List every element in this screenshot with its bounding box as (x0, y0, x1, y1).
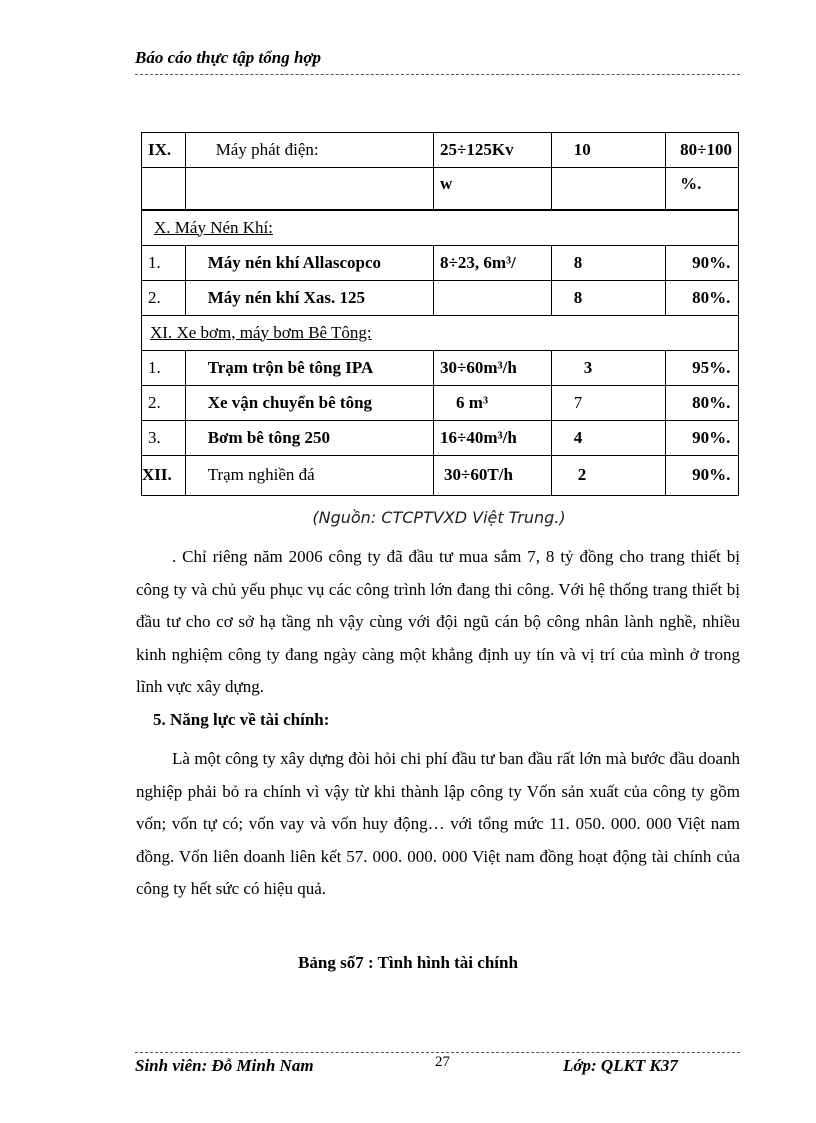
table-cell: 1. (142, 245, 186, 280)
paragraph-investment: . Chỉ riêng năm 2006 công ty đã đầu tư mua sắm 7, 8 tỷ đồng cho trang thiết bị công ty và chủ yếu phục vụ các công trình lớn đang thi công. Với hệ thống trang thiết bị đầu tư cho cơ sở hạ tầng nh vậy cùng với đội ngũ cán bộ công nhân lành nghề, nhiều kinh nghiệm công ty đang ngày càng một khẳng định uy tín và vị trí của mình ở trong lĩnh vực xây dựng. (136, 547, 740, 696)
section-title-xi (142, 315, 739, 350)
table-row (142, 133, 739, 168)
table-row (142, 245, 739, 280)
table-cell: 90%. (666, 455, 739, 495)
table-cell: 10 (551, 133, 665, 168)
table-cell: 30÷60T/h (434, 455, 552, 495)
table-row (142, 280, 739, 315)
page-footer (135, 1052, 740, 1083)
table-row (142, 455, 739, 495)
table-cell: 8÷23, 6m³/ (434, 245, 552, 280)
section-title-x (142, 210, 739, 246)
table-cell: 2. (142, 280, 186, 315)
page-number: 27 (435, 1054, 450, 1070)
table-cell: 2 (551, 455, 665, 495)
table-row (142, 385, 739, 420)
table-cell: Bơm bê tông 250 (185, 420, 433, 455)
section-row (142, 210, 739, 246)
table-cell (185, 168, 433, 210)
table-cell: Trạm trộn bê tông IPA (185, 350, 433, 385)
table-cell: 80%. (666, 280, 739, 315)
equipment-table (141, 132, 739, 496)
table-cell: Máy nén khí Allascopco (185, 245, 433, 280)
footer-class: Lớp: QLKT K37 (563, 1056, 678, 1075)
table-cell: 2. (142, 385, 186, 420)
section-label: X. Máy Nén Khí: (154, 217, 273, 237)
table-cell (434, 280, 552, 315)
table-cell: 8 (551, 280, 665, 315)
table-cell: 4 (551, 420, 665, 455)
table-caption: Bảng số7 : Tình hình tài chính (298, 953, 518, 972)
paragraph-financial: Là một công ty xây dựng đòi hỏi chi phí đầu tư ban đầu rất lớn mà bước đầu doanh nghiệp phải bỏ ra chính vì vậy từ khi thành lập công ty Vốn sản xuất của công ty gồm vốn; vốn tự có; vốn vay và vốn huy động… với tổng mức 11. 050. 000. 000 Việt nam đồng. Vốn liên doanh liên kết 57. 000. 000. 000 Việt nam đồng hoạt động tài chính của công ty hết sức có hiệu quả. (136, 749, 740, 898)
table-cell: 90%. (666, 420, 739, 455)
table-cell: 30÷60m³/h (434, 350, 552, 385)
table-cell: 1. (142, 350, 186, 385)
table-cell: Xe vận chuyển bê tông (185, 385, 433, 420)
page-header (135, 48, 740, 75)
section-heading-financial: 5. Năng lực về tài chính: (153, 710, 330, 729)
table-cell: 3. (142, 420, 186, 455)
section-row (142, 315, 739, 350)
header-title: Báo cáo thực tập tổng hợp (135, 48, 322, 67)
table-cell: 3 (551, 350, 665, 385)
table-cell: 80÷100 (666, 133, 739, 168)
table-cell: 95%. (666, 350, 739, 385)
table-cell: w (434, 168, 552, 210)
table-cell: 8 (551, 245, 665, 280)
table-cell: 16÷40m³/h (434, 420, 552, 455)
table-cell: IX. (142, 133, 186, 168)
table-cell (142, 168, 186, 210)
table-cell: 25÷125Kv (434, 133, 552, 168)
table-cell: Máy nén khí Xas. 125 (185, 280, 433, 315)
table-cell (551, 168, 665, 210)
table-row (142, 168, 739, 210)
table-cell: Trạm nghiền đá (185, 455, 433, 495)
table-source: (Nguồn: CTCPTVXD Việt Trung.) (312, 508, 566, 527)
table-cell: %. (666, 168, 739, 210)
section-label: XI. Xe bơm, máy bơm Bê Tông: (150, 322, 372, 342)
footer-student: Sinh viên: Đỗ Minh Nam (135, 1056, 314, 1075)
table-row (142, 350, 739, 385)
table-row (142, 420, 739, 455)
table-cell: 80%. (666, 385, 739, 420)
table-cell: 7 (551, 385, 665, 420)
table-cell: 90%. (666, 245, 739, 280)
table-cell: XII. (142, 455, 186, 495)
table-cell: Máy phát điện: (185, 133, 433, 168)
table-cell: 6 m³ (434, 385, 552, 420)
